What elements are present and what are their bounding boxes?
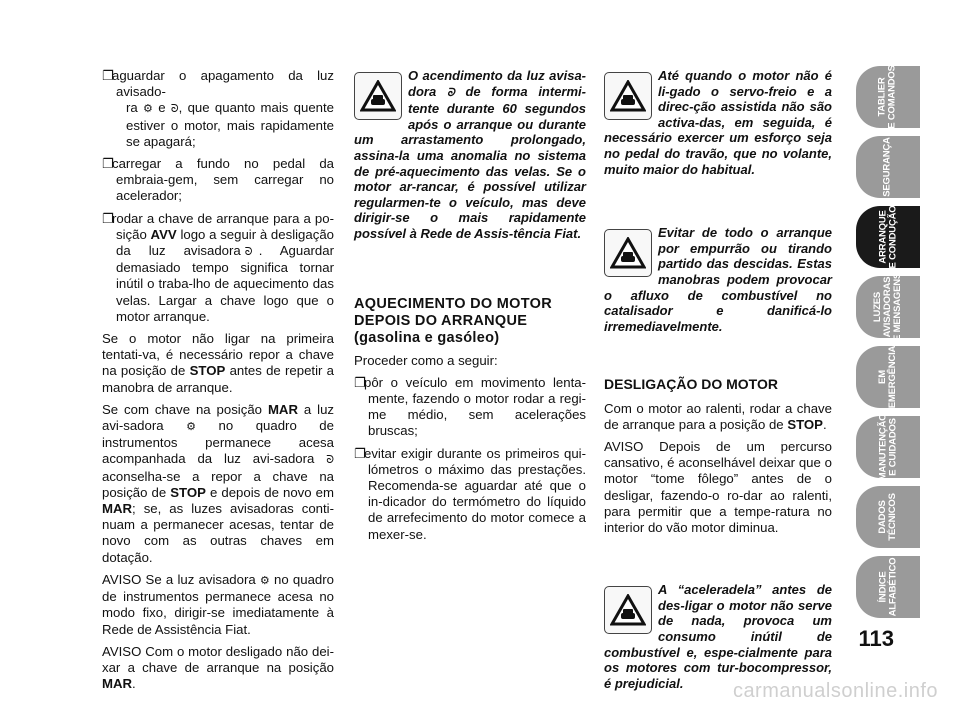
glow-plug-icon: ᘐ [446, 86, 455, 99]
list-item: ❐carregar a fundo no pedal da embraia-gem, sem carregar no acelerador; [102, 156, 334, 204]
tab-seguranca[interactable]: SEGURANÇA [856, 136, 920, 198]
list-item: ❐evitar exigir durante os primeiros qui-lómetros o máximo das prestações. Recomenda-se aguardar até que o in-dicador do termómetro do líquido de arrefecimento do motor comece a mexer-se. [354, 445, 586, 542]
tab-arranque[interactable]: ARRANQUE E CONDUÇÃO [856, 206, 920, 268]
checkbox-bullet-icon: ❐ [102, 68, 114, 83]
warning-box: A “aceleradela” antes de des-ligar o motor não serve de nada, provoca um consumo inútil de combustível e, espe-cialmente para os motores com tur-bocompressor, é prejudicial. [604, 582, 832, 691]
tab-luzes[interactable]: LUZES AVISADORAS E MENSAGENS [856, 276, 920, 338]
paragraph: Se com chave na posição MAR a luz avi-sadora ⚙ no quadro de instrumentos permanece acesa acompanhada da luz avi-sadora ᘐ aconselha-se a repor a chave na posição de STOP e depois de novo em MAR; se, as luzes avisadoras conti-nuam a permanecer acesas, tentar de novo com as outras chaves em dotação. [102, 401, 335, 565]
warning-box: O acendimento da luz avisa-dora ᘐ de forma intermi-tente durante 60 segundos após o arranque ou durante um arrastamento prolongado, assina-la uma anomalia no sistema de pré-aquecimento das velas. Se o motor ar-rancar, é possível utilizar regularmen-te o veículo, mas deve dirigir-se o mais rapidamente possível à Rede de Assis-tência Fiat. [354, 68, 586, 241]
paragraph: AVISO Depois de um percurso cansativo, é aconselhável deixar que o motor “tome fôlego” antes de o desligar, fazendo-o ro-dar ao ralenti, para permitir que a tempe-ratura no interior do vão motor diminua. [604, 438, 832, 535]
tab-dados[interactable]: DADOS TÉCNICOS [856, 486, 920, 548]
tab-tablier[interactable]: TABLIER E COMANDOS [856, 66, 920, 128]
paragraph: AVISO Com o motor desligado não dei-xar a chave de arranque na posição MAR. [102, 643, 334, 692]
page-number: 113 [858, 626, 894, 651]
warning-triangle-icon [604, 586, 652, 634]
glow-plug-icon: ᘐ [326, 454, 334, 467]
warning-triangle-icon [604, 72, 652, 120]
checkbox-bullet-icon: ❐ [102, 156, 114, 172]
checkbox-bullet-icon: ❐ [102, 210, 114, 226]
list-item: ❐aguardar o apagamento da luz avisado- ra ⚙ e ᘐ, que quanto mais quente estiver o motor, mais rapidamente se apagará; [102, 68, 335, 149]
list-item: ❐pôr o veículo em movimento lenta-mente, fazendo o motor rodar a regi-me médio, sem acelerações bruscas; [354, 374, 586, 439]
section-heading: DESLIGAÇÃO DO MOTOR [604, 376, 778, 393]
paragraph: Proceder como a seguir: [354, 352, 498, 368]
section-heading: AQUECIMENTO DO MOTOR DEPOIS DO ARRANQUE (gasolina e gasóleo) [354, 295, 552, 346]
tab-manutencao[interactable]: MANUTENÇÃO E CUIDADOS [856, 416, 920, 478]
column-middle [354, 68, 586, 549]
warning-box: Evitar de todo o arranque por empurrão ou tirando partido das descidas. Estas manobras podem provocar o afluxo de combustível no catalisador e danificá-lo irremediavelmente. [604, 225, 832, 334]
column-right [604, 68, 832, 691]
column-left [102, 68, 334, 698]
engine-fault-icon: ⚙ [259, 574, 270, 587]
warning-triangle-icon [354, 72, 402, 120]
engine-fault-icon: ⚙ [186, 421, 196, 434]
paragraph: Se o motor não ligar na primeira tentati-va, é necessário repor a chave na posição de STOP antes de repetir a manobra de arranque. [102, 331, 335, 395]
paragraph: AVISO Se a luz avisadora ⚙ no quadro de instrumentos permanece acesa no modo fixo, dirigir-se imediatamente à Rede de Assistência Fiat. [102, 571, 334, 637]
warning-box: Até quando o motor não é li-gado o servo-freio e a direc-ção assistida não são activa-das, em seguida, é necessário exercer um esforço seja no pedal do travão, que no volante, muito maior do habitual. [604, 68, 832, 177]
list-item: ❐rodar a chave de arranque para a po-sição AVV logo a seguir à desligação da luz avisadora ᘐ . Aguardar demasiado tempo significa tornar inútil o traba-lho de aquecimento das velas. Largar a chave logo que o motor arranque. [102, 210, 334, 324]
paragraph: Com o motor ao ralenti, rodar a chave de arranque para a posição de STOP. [604, 400, 832, 432]
engine-fault-icon: ⚙ [143, 103, 153, 116]
watermark: carmanualsonline.info [732, 680, 938, 702]
tab-indice[interactable]: ÍNDICE ALFABÉTICO [856, 556, 920, 618]
glow-plug-icon: ᘐ [170, 103, 179, 116]
warning-triangle-icon [604, 229, 652, 277]
checkbox-bullet-icon: ❐ [354, 445, 366, 461]
checkbox-bullet-icon: ❐ [354, 374, 366, 390]
tab-emergencia[interactable]: EM EMERGÊNCIA [856, 346, 920, 408]
